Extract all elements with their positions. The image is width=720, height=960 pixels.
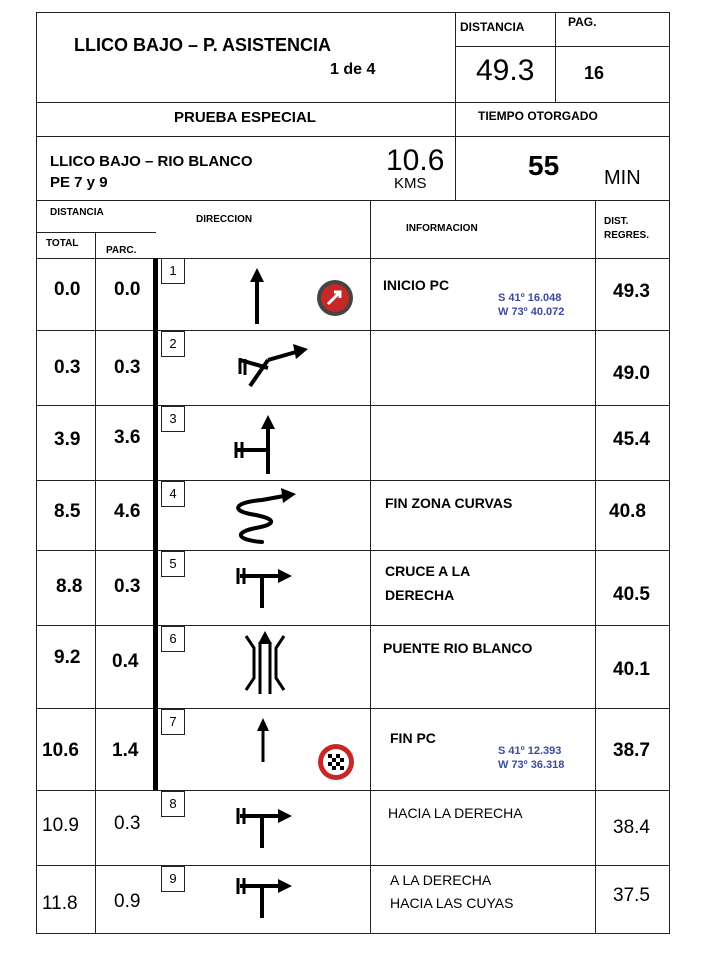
curves-icon xyxy=(226,484,302,548)
total-distance: 10.9 xyxy=(42,815,79,836)
row-number: 3 xyxy=(161,406,185,432)
info-text-line2: DERECHA xyxy=(385,587,455,603)
turn-right-icon xyxy=(230,800,296,850)
finish-flag-icon xyxy=(316,742,356,782)
info-text: A LA DERECHA xyxy=(390,872,492,888)
row-number: 5 xyxy=(161,551,185,577)
row-number: 2 xyxy=(161,331,185,357)
col-partial: PARC. xyxy=(106,245,137,256)
info-text: FIN ZONA CURVAS xyxy=(385,495,513,511)
row-number: 6 xyxy=(161,626,185,652)
partial-distance: 1.4 xyxy=(112,740,139,761)
gps-coordinates xyxy=(498,291,564,319)
total-distance: 8.8 xyxy=(56,576,83,597)
turn-right-icon xyxy=(230,870,296,920)
total-distance: 0.0 xyxy=(54,279,81,300)
distance-value: 49.3 xyxy=(476,54,535,87)
col-direction: DIRECCION xyxy=(196,214,253,225)
turn-right-icon xyxy=(230,560,296,610)
partial-distance: 3.6 xyxy=(114,427,141,448)
special-stage-bar xyxy=(153,258,158,790)
total-distance: 0.3 xyxy=(54,357,81,378)
time-unit: MIN xyxy=(604,167,641,189)
info-text: FIN PC xyxy=(390,730,436,746)
info-text: CRUCE A LA xyxy=(385,563,471,579)
partial-distance: 0.3 xyxy=(114,576,141,597)
coord-west: W 73º 40.072 xyxy=(498,306,565,318)
regress-distance: 38.4 xyxy=(613,817,650,838)
info-text: INICIO PC xyxy=(383,277,450,293)
partial-distance: 4.6 xyxy=(114,501,141,522)
col-regress-2: REGRES. xyxy=(604,230,650,241)
coord-south: S 41º 12.393 xyxy=(498,745,562,757)
stage-km-value: 10.6 xyxy=(386,144,445,177)
coord-west: W 73º 36.318 xyxy=(498,759,565,771)
page-number: 16 xyxy=(584,63,605,83)
time-label: TIEMPO OTORGADO xyxy=(478,109,598,123)
time-value: 55 xyxy=(528,150,560,181)
info-text-line2: HACIA LAS CUYAS xyxy=(390,895,514,911)
row-number: 1 xyxy=(161,258,185,284)
total-distance: 3.9 xyxy=(54,429,81,450)
bear-right-arrow-icon xyxy=(228,340,318,396)
partial-distance: 0.0 xyxy=(114,279,141,300)
col-regress-1: DIST. xyxy=(604,216,629,227)
stage-code: PE 7 y 9 xyxy=(50,174,108,191)
page-fraction: 1 de 4 xyxy=(330,61,376,78)
partial-distance: 0.3 xyxy=(114,813,141,834)
total-distance: 11.8 xyxy=(42,893,78,914)
regress-distance: 40.1 xyxy=(613,659,650,680)
stage-km-unit: KMS xyxy=(394,175,427,192)
distance-label: DISTANCIA xyxy=(460,20,525,34)
row-number: 8 xyxy=(161,791,185,817)
row-number: 4 xyxy=(161,481,185,507)
bridge-icon xyxy=(240,628,290,698)
page-title: LLICO BAJO – P. ASISTENCIA xyxy=(74,35,332,55)
regress-distance: 37.5 xyxy=(613,885,650,906)
regress-distance: 40.8 xyxy=(609,501,646,522)
row-number: 7 xyxy=(161,709,185,735)
col-total: TOTAL xyxy=(46,238,79,249)
straight-with-left-road-icon xyxy=(228,412,288,476)
straight-arrow-icon xyxy=(248,716,278,764)
partial-distance: 0.3 xyxy=(114,357,141,378)
coord-south: S 41º 16.048 xyxy=(498,292,562,304)
start-control-icon xyxy=(315,278,355,318)
regress-distance: 38.7 xyxy=(613,740,650,761)
row-number: 9 xyxy=(161,866,185,892)
stage-name: LLICO BAJO – RIO BLANCO xyxy=(50,153,253,170)
partial-distance: 0.9 xyxy=(114,891,141,912)
total-distance: 10.6 xyxy=(42,740,79,761)
page-label: PAG. xyxy=(568,15,597,29)
total-distance: 8.5 xyxy=(54,501,81,522)
info-text: HACIA LA DERECHA xyxy=(388,805,523,821)
col-distance: DISTANCIA xyxy=(50,207,104,218)
regress-distance: 49.0 xyxy=(613,363,650,384)
regress-distance: 49.3 xyxy=(613,281,650,302)
regress-distance: 40.5 xyxy=(613,584,650,605)
gps-coordinates xyxy=(498,744,564,772)
col-info: INFORMACION xyxy=(406,223,478,234)
straight-arrow-icon xyxy=(240,266,274,326)
partial-distance: 0.4 xyxy=(112,651,139,672)
total-distance: 9.2 xyxy=(54,647,81,668)
section-label: PRUEBA ESPECIAL xyxy=(174,109,316,126)
regress-distance: 45.4 xyxy=(613,429,650,450)
info-text: PUENTE RIO BLANCO xyxy=(383,640,533,656)
